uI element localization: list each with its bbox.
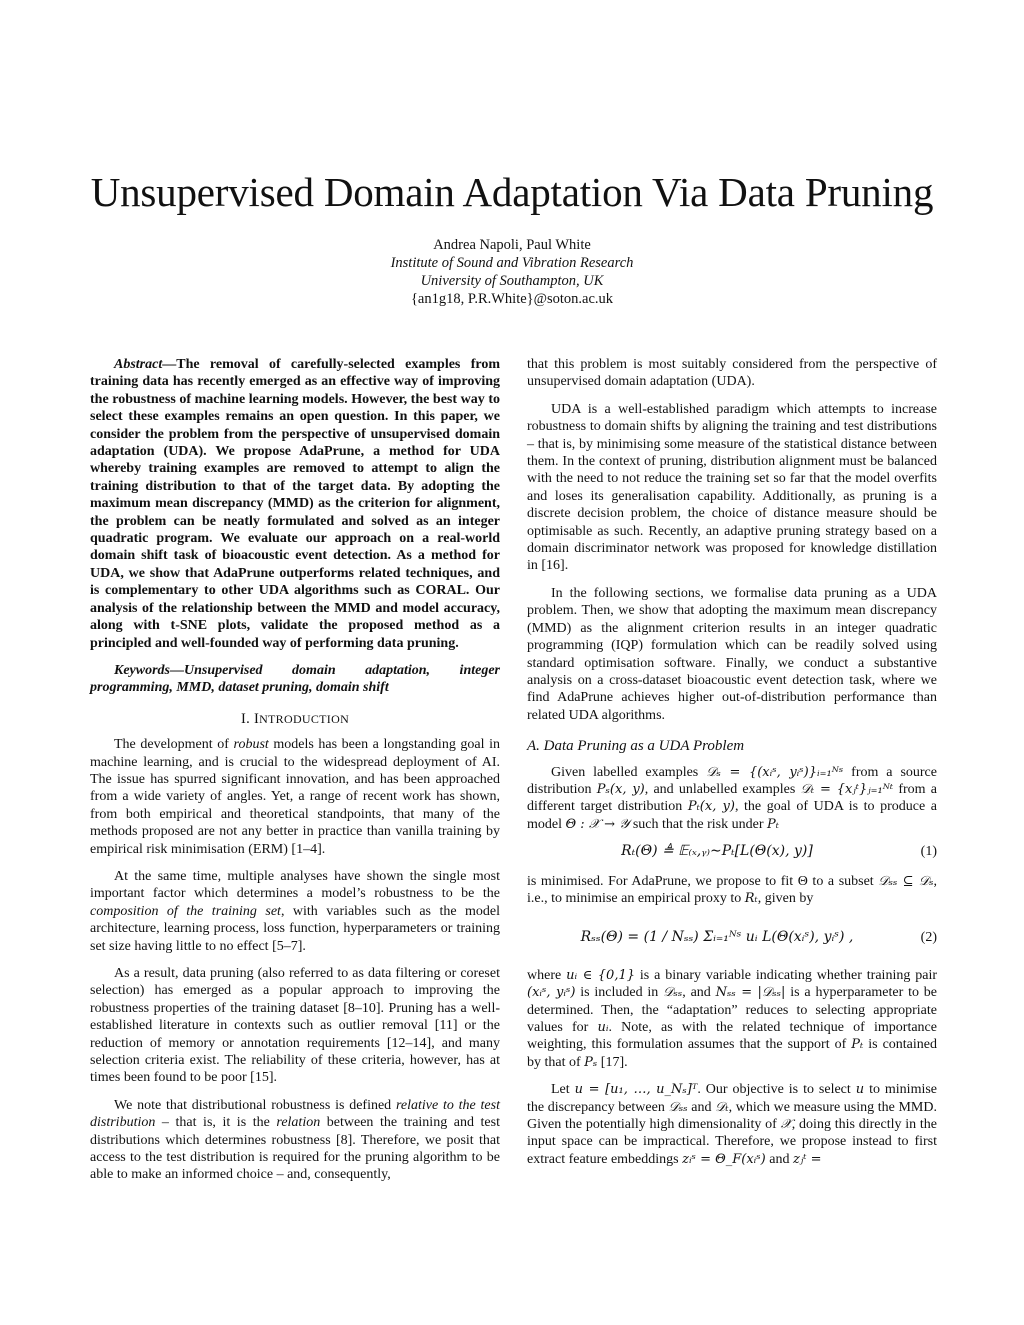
math-inline: Pₛ bbox=[584, 1054, 598, 1070]
math-inline: u = [u₁, …, u_Nₛ]ᵀ bbox=[574, 1082, 698, 1098]
text-run: . Our objective is to select bbox=[697, 1082, 856, 1098]
right-paragraph-3 bbox=[527, 764, 937, 834]
text-run: Given labelled examples bbox=[551, 764, 707, 780]
text-run: is minimised. For AdaPrune, we propose to fit Θ to a subset bbox=[527, 873, 879, 889]
equation-2 bbox=[527, 929, 937, 946]
right-paragraph-2: In the following sections, we formalise data pruning as a UDA problem. Then, we show that adopting the maximum mean discrepancy (MMD) as the alignment criterion results in an integer quadratic programming (IQP) formulation which can be readily solved using standard optimisation software. Finally, we conduct a substantive analysis on a cross-dataset bioacoustic event detection task, where we find AdaPrune achieves higher out-of-distribution performance than related UDA algorithms. bbox=[527, 585, 937, 723]
right-paragraph-1: UDA is a well-established paradigm which attempts to increase robustness to domain shifts by aligning the training and test distributions – that is, by minimising some measure of the statistical distance between them. In the context of pruning, distribution alignment must be balanced with the need to not reduce the training set so far that the model overfits and loses its generalisation capability. Additionally, as pruning is a discrete decision problem, the choice of distance measure should be optimisable as such. Recently, an adaptive pruning strategy based on a domain discriminator network was proposed for knowledge distillation in [16]. bbox=[527, 401, 937, 574]
math-inline: (xᵢˢ, yᵢˢ) bbox=[527, 985, 576, 1001]
text-run: , given by bbox=[757, 890, 814, 906]
right-column bbox=[527, 356, 937, 1178]
author-institute: Institute of Sound and Vibration Research bbox=[390, 255, 634, 271]
abstract bbox=[90, 356, 500, 652]
author-university: University of Southampton, UK bbox=[420, 273, 604, 289]
math-inline: u bbox=[855, 1082, 865, 1098]
subsection-heading: A. Data Pruning as a UDA Problem bbox=[527, 738, 745, 755]
math-inline: 𝒟ₜ bbox=[715, 1099, 729, 1115]
text-run: At the same time, multiple analyses have shown the single most important factor which determines a model’s robustness to be the bbox=[90, 868, 500, 902]
math-inline: 𝒟ₛₛ ⊆ 𝒟ₛ bbox=[878, 873, 934, 889]
math-inline: 𝒟ₛₛ bbox=[663, 985, 683, 1001]
math-inline: 𝒟ₛ = {(xᵢˢ, yᵢˢ)}ᵢ₌₁ᴺˢ bbox=[706, 764, 844, 780]
text-run: We note that distributional robustness is defined bbox=[114, 1097, 396, 1113]
emphasis: relation bbox=[276, 1115, 321, 1131]
text-run: , and bbox=[682, 985, 716, 1001]
intro-paragraph-4 bbox=[90, 1097, 500, 1184]
text-run: , the goal of UDA is to produce a model bbox=[527, 799, 937, 832]
text-run: is a hyperparameter to be determined. Then, the “adaptation” reduces to selecting appropriate values for bbox=[527, 985, 938, 1035]
equation-2-number: (2) bbox=[920, 930, 937, 946]
right-paragraph-4 bbox=[527, 873, 937, 908]
equation-2-body: Rₛₛ(Θ) = (1 / Nₛₛ) Σᵢ₌₁ᴺˢ uᵢ L(Θ(xᵢˢ), yᵢˢ) , bbox=[580, 929, 854, 946]
section-title-rest: NTRODUCTION bbox=[259, 711, 350, 726]
intro-paragraph-2 bbox=[90, 868, 500, 955]
math-inline: Pₜ bbox=[851, 1037, 864, 1053]
abstract-label: Abstract bbox=[114, 357, 163, 372]
equation-1 bbox=[527, 843, 937, 860]
math-inline: uᵢ ∈ {0,1} bbox=[566, 967, 636, 983]
math-inline: zᵢˢ = Θ_F(xᵢˢ) bbox=[682, 1151, 766, 1167]
text-run: is included in bbox=[575, 985, 664, 1001]
text-run: from a different target distribution bbox=[527, 781, 937, 815]
author-block bbox=[0, 236, 1024, 308]
intro-paragraph-1 bbox=[90, 736, 500, 858]
paper-title: Unsupervised Domain Adaptation Via Data Pruning bbox=[90, 169, 934, 215]
right-paragraph-6 bbox=[527, 1081, 937, 1168]
text-run: , and unlabelled examples bbox=[644, 781, 801, 797]
text-run: , i.e., to minimise an empirical proxy to bbox=[527, 873, 938, 906]
emphasis: composition of the training set bbox=[90, 903, 281, 919]
intro-paragraph-3: As a result, data pruning (also referred to as data filtering or coreset selection) has emerged as a popular approach to improving the robustness properties of the training dataset [8–10]. Pruning has a well-established literature in contexts such as outlier removal [11] or the reduction of memory or annotation requirements [12–14], and many selection criteria exist. The reliability of these criteria, however, has at times been found to be poor [15]. bbox=[90, 966, 500, 1086]
text-run: – that is, it is the bbox=[155, 1115, 277, 1131]
text-run: models has been a longstanding goal in machine learning, and is crucial to the widespread deployment of AI. The issue has spurred significant innovation, and has been approached from a wide variety of angles. Yet, a range of recent work has shown, from both empirical and theoretical standpoints, that many of the methods proposed are not any better in practice than vanilla training by empirical risk minimisation (ERM) [1–4]. bbox=[90, 737, 500, 857]
keywords-label: Keywords bbox=[114, 662, 170, 678]
left-column bbox=[90, 356, 500, 1194]
math-inline: Θ : 𝒳 → 𝒴 bbox=[565, 816, 630, 832]
text-run: Let bbox=[551, 1082, 575, 1098]
text-run: between the training and test distributions which determines robustness [8]. Therefore, we posit that access to the test distribution is required for the pruning algorithm to be able to make an informed choice – and, consequently, bbox=[90, 1115, 500, 1183]
text-run: where bbox=[527, 967, 567, 983]
math-inline: 𝒟ₜ = {xⱼᵗ}ⱼ₌₁ᴺᵗ bbox=[800, 781, 894, 797]
section-title-first: I bbox=[253, 710, 260, 727]
text-run: , which we measure using the MMD. Given the potentially high dimensionality of bbox=[527, 1099, 937, 1133]
text-run: to minimise the discrepancy between bbox=[527, 1082, 938, 1115]
emphasis: robust bbox=[233, 737, 269, 753]
section-number: I. bbox=[240, 710, 250, 727]
math-inline: Rₜ bbox=[744, 890, 758, 906]
author-names: Andrea Napoli, Paul White bbox=[433, 237, 591, 253]
math-inline: Pₛ(x, y) bbox=[596, 781, 645, 797]
math-inline: Pₜ(x, y) bbox=[687, 799, 735, 815]
text-run: , doing this directly in the input space can be impractical. Therefore, we propose instead to first extract feature embeddings bbox=[527, 1117, 937, 1167]
text-run: from a source distribution bbox=[527, 764, 937, 797]
equation-1-body: Rₜ(Θ) ≜ 𝔼₍ₓ,ᵧ₎∼Pₜ[L(Θ(x), y)] bbox=[621, 843, 813, 860]
math-inline: uᵢ bbox=[597, 1020, 609, 1035]
right-paragraph-5 bbox=[527, 967, 937, 1071]
math-inline: zⱼᵗ = bbox=[792, 1151, 822, 1167]
text-run: such that the risk under bbox=[629, 816, 767, 832]
author-email: {an1g18, P.R.White}@soton.ac.uk bbox=[410, 291, 614, 307]
emphasis: relative to the test distribution bbox=[90, 1097, 500, 1131]
text-run: , with variables such as the model architecture, learning process, loss function, hyperparameters or training set size having little to no effect [5–7]. bbox=[90, 903, 501, 954]
keywords-text: —Unsupervised domain adaptation, integer programming, MMD, dataset pruning, domain shift bbox=[90, 662, 500, 696]
math-inline: 𝒟ₛₛ bbox=[668, 1099, 688, 1115]
text-run: . Note, as with the related technique of importance weighting, this formulation assumes that the support of bbox=[527, 1020, 937, 1053]
math-inline: 𝒳 bbox=[780, 1117, 792, 1133]
math-inline: Pₜ bbox=[766, 816, 779, 832]
text-run: is contained by that of bbox=[527, 1037, 937, 1070]
keywords bbox=[90, 662, 500, 697]
section-heading-introduction bbox=[90, 711, 500, 728]
equation-1-number: (1) bbox=[920, 844, 937, 860]
text-run: is a binary variable indicating whether training pair bbox=[635, 967, 938, 983]
text-run: and bbox=[765, 1151, 793, 1167]
text-run: [17]. bbox=[597, 1054, 628, 1070]
right-paragraph-0: that this problem is most suitably considered from the perspective of unsupervised domain adaptation (UDA). bbox=[527, 357, 937, 390]
text-run: The development of bbox=[114, 737, 234, 753]
math-inline: Nₛₛ = |𝒟ₛₛ| bbox=[715, 985, 786, 1001]
text-run: and bbox=[687, 1099, 716, 1115]
abstract-text: —The removal of carefully-selected examples from training data has recently emerged as an effective way of improving the robustness of machine learning models. However, the best way to select these examples remains an open question. In this paper, we consider the problem from the perspective of unsupervised domain adaptation (UDA). We propose AdaPrune, a method for UDA whereby training examples are removed to attempt to align the training distribution to that of the target data. By adopting the maximum mean discrepancy (MMD) as the criterion for alignment, the problem can be neatly formulated and solved as an integer quadratic program. We evaluate our approach on a real-world domain shift task of bioacoustic event detection. As a method for UDA, we show that AdaPrune outperforms related techniques, and is complementary to other UDA algorithms such as CORAL. Our analysis of the relationship between the MMD and model accuracy, along with t-SNE plots, validate the proposed method as a principled and well-founded way of performing data pruning. bbox=[90, 357, 500, 651]
